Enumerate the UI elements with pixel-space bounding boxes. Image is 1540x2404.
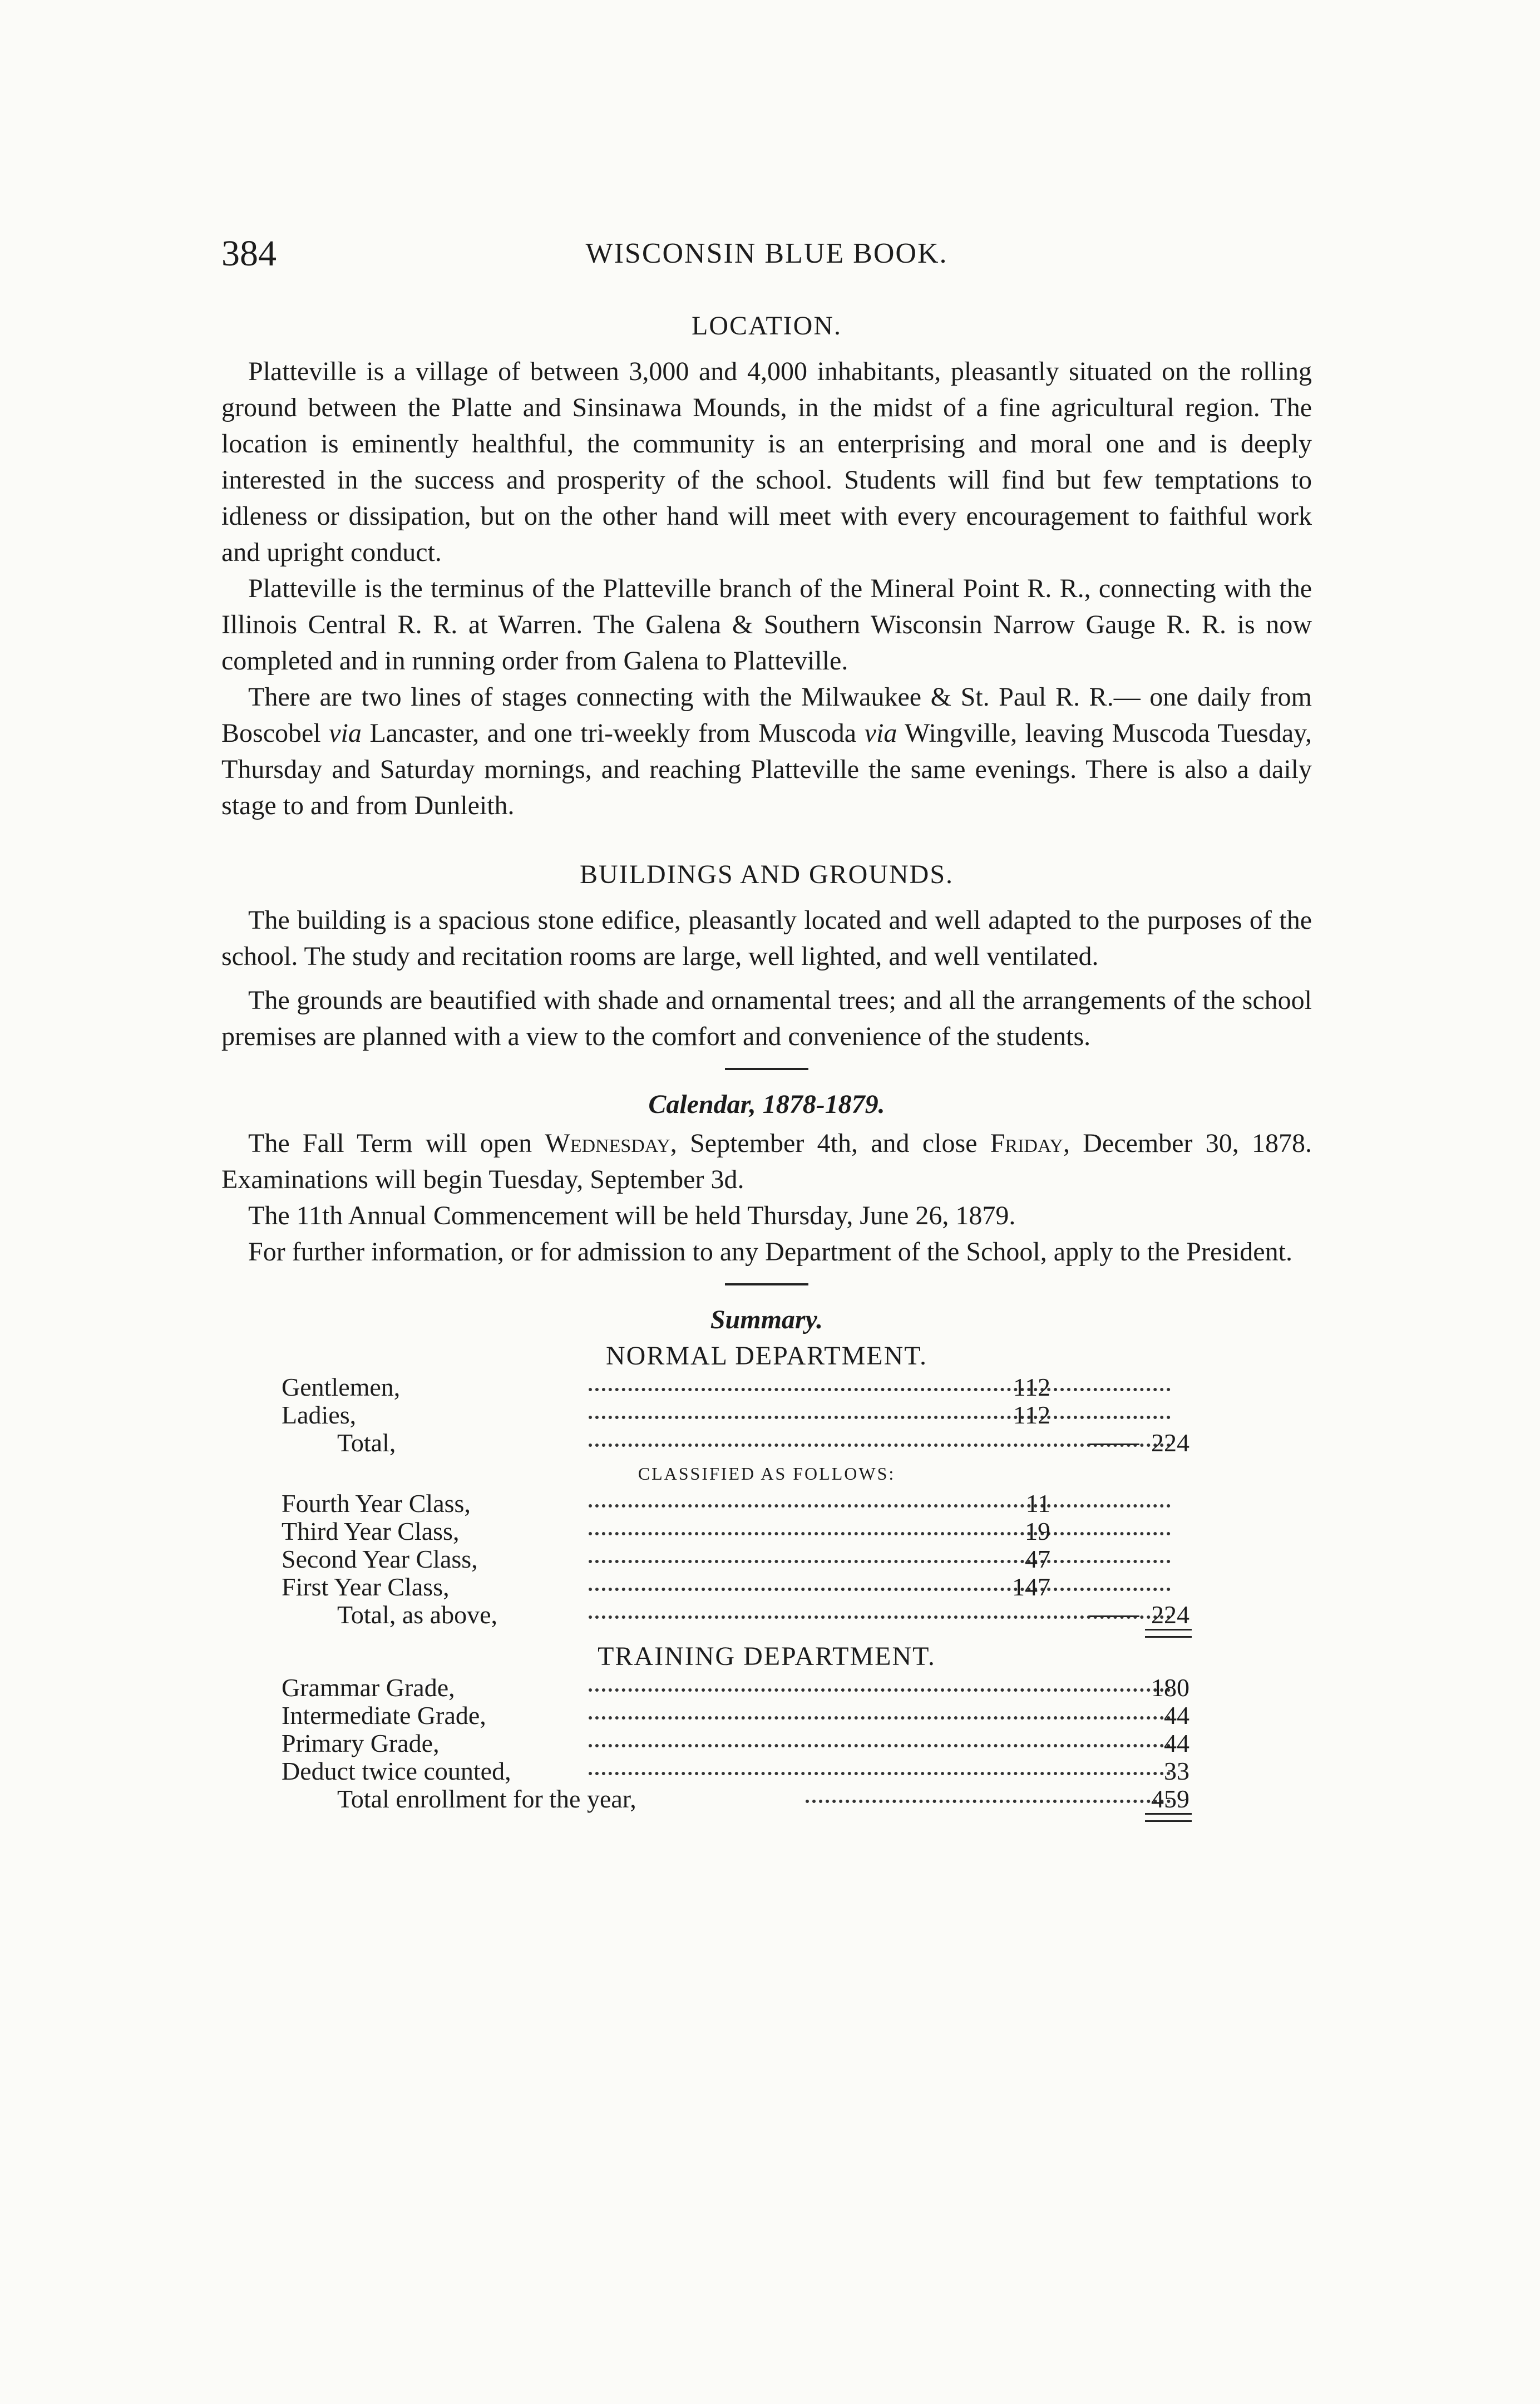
location-paragraph-3-part-c: Wingville, leaving Muscoda Tuesday, Thursday and Saturday mornings, and reaching Platteville the same evenings. There is also a daily stage to and from Dunleith. [221, 718, 1312, 820]
row-value: 147 [1012, 1573, 1050, 1601]
calendar-p1-part-b: , September 4th, and close [670, 1129, 990, 1158]
row-label: Second Year Class, [282, 1545, 478, 1573]
row-total: 459 [1151, 1785, 1189, 1813]
location-paragraph-2: Platteville is the terminus of the Platteville branch of the Mineral Point R. R., connecting with the Illinois Central R. R. at Warren. The Galena & Southern Wisconsin Narrow Gauge R. R. is now completed and in running order from Galena to Platteville. [221, 574, 1312, 676]
buildings-paragraph-1: The building is a spacious stone edifice, pleasantly located and well adapted to the purposes of the school. The study and recitation rooms are large, well lighted, and well ventilated. [221, 905, 1312, 971]
row-label: Deduct twice counted, [282, 1757, 511, 1785]
location-paragraph-3-part-b: Lancaster, and one tri-weekly from Muscoda [361, 718, 865, 748]
dot-leader [589, 1716, 1171, 1720]
table-row [221, 1545, 1312, 1573]
table-row [221, 1730, 1312, 1757]
calendar-wednesday: Wednesday [545, 1129, 670, 1158]
via-italic: via [329, 718, 362, 748]
table-row [221, 1674, 1312, 1702]
row-label: Total, [337, 1428, 396, 1457]
table-row [221, 1573, 1312, 1601]
section-rule [725, 1068, 808, 1070]
row-value: 112 [1013, 1373, 1050, 1401]
dot-leader [806, 1800, 1171, 1803]
calendar-p1-part-a: The Fall Term will open [248, 1129, 545, 1158]
page-number: 384 [221, 233, 277, 274]
double-rule [1145, 1629, 1192, 1638]
row-value: 180 [1151, 1673, 1189, 1702]
total-dash [1089, 1615, 1139, 1617]
row-label: Intermediate Grade, [282, 1701, 486, 1730]
calendar-title: Calendar, 1878-1879. [648, 1090, 885, 1119]
table-row [221, 1702, 1312, 1730]
table-row [221, 1518, 1312, 1545]
table-row [221, 1373, 1312, 1401]
classified-caption: CLASSIFIED AS FOLLOWS: [638, 1464, 896, 1484]
row-label: Ladies, [282, 1401, 357, 1429]
dot-leader [589, 1388, 1171, 1391]
dot-leader [589, 1615, 1171, 1619]
double-rule-row [221, 1813, 1312, 1821]
double-rule [1145, 1813, 1192, 1822]
row-total: 224 [1151, 1600, 1189, 1629]
row-value: 11 [1025, 1489, 1050, 1518]
row-label: Total enrollment for the year, [337, 1785, 636, 1813]
row-value: 112 [1013, 1401, 1050, 1429]
training-department-table [221, 1674, 1312, 1821]
row-label: Third Year Class, [282, 1517, 460, 1545]
double-rule-row [221, 1629, 1312, 1637]
calendar-friday: Friday [990, 1129, 1063, 1158]
row-value: 33 [1164, 1757, 1189, 1785]
classes-table [221, 1490, 1312, 1637]
dot-leader [589, 1772, 1171, 1775]
training-department-heading: TRAINING DEPARTMENT. [598, 1642, 936, 1671]
normal-department-heading: NORMAL DEPARTMENT. [605, 1341, 928, 1371]
via-italic: via [864, 718, 897, 748]
location-paragraph-3 [221, 679, 1312, 824]
total-row [221, 1601, 1312, 1629]
location-paragraph-3-part-a: There are two lines of stages connecting with the Milwaukee & St. Paul R. R.— one daily from Boscobel [221, 682, 1312, 748]
total-row [221, 1785, 1312, 1813]
dot-leader [589, 1444, 1171, 1447]
dot-leader [589, 1504, 1171, 1508]
dot-leader [589, 1560, 1171, 1563]
calendar-paragraph-3: For further information, or for admission to any Department of the School, apply to the President. [248, 1237, 1292, 1267]
row-label: Gentlemen, [282, 1373, 401, 1401]
calendar-paragraph-2: The 11th Annual Commencement will be held Thursday, June 26, 1879. [248, 1201, 1016, 1230]
buildings-heading: BUILDINGS AND GROUNDS. [579, 860, 954, 889]
table-row [221, 1401, 1312, 1429]
dot-leader [589, 1744, 1171, 1747]
dot-leader [589, 1532, 1171, 1535]
row-value: 44 [1164, 1701, 1189, 1730]
row-value: 44 [1164, 1729, 1189, 1757]
table-row [221, 1490, 1312, 1518]
dot-leader [589, 1588, 1171, 1591]
dot-leader [589, 1416, 1171, 1419]
location-heading: LOCATION. [692, 311, 842, 341]
buildings-paragraph-2: The grounds are beautified with shade and ornamental trees; and all the arrangements of the school premises are planned with a view to the comfort and convenience of the students. [221, 986, 1312, 1051]
total-row [221, 1429, 1312, 1457]
row-value: 47 [1025, 1545, 1050, 1573]
row-value: 19 [1025, 1517, 1050, 1545]
calendar-paragraph-1 [221, 1125, 1312, 1198]
running-title: WISCONSIN BLUE BOOK. [585, 238, 948, 269]
table-row [221, 1757, 1312, 1785]
normal-department-table [221, 1373, 1312, 1457]
summary-title: Summary. [710, 1305, 823, 1334]
row-label: Primary Grade, [282, 1729, 440, 1757]
row-label: Fourth Year Class, [282, 1489, 471, 1518]
page-content [221, 311, 1312, 1821]
running-header [221, 233, 1312, 277]
location-paragraph-1: Platteville is a village of between 3,000 and 4,000 inhabitants, pleasantly situated on the rolling ground between the Platte and Sinsinawa Mounds, in the midst of a fine agricultural region. The location is eminently healthful, the community is an enterprising and moral one and is deeply interested in the success and prosperity of the school. Students will find but few temptations to idleness or dissipation, but on the other hand will meet with every encouragement to faithful work and upright conduct. [221, 357, 1312, 567]
section-rule [725, 1283, 808, 1285]
row-label: Total, as above, [337, 1600, 498, 1629]
total-dash [1089, 1444, 1139, 1445]
row-total: 224 [1151, 1428, 1189, 1457]
dot-leader [589, 1688, 1171, 1692]
row-label: Grammar Grade, [282, 1673, 455, 1702]
row-label: First Year Class, [282, 1573, 450, 1601]
calendar-p1-part-c: , December 30, 1878. Examinations will begin Tuesday, September 3d. [221, 1129, 1312, 1194]
